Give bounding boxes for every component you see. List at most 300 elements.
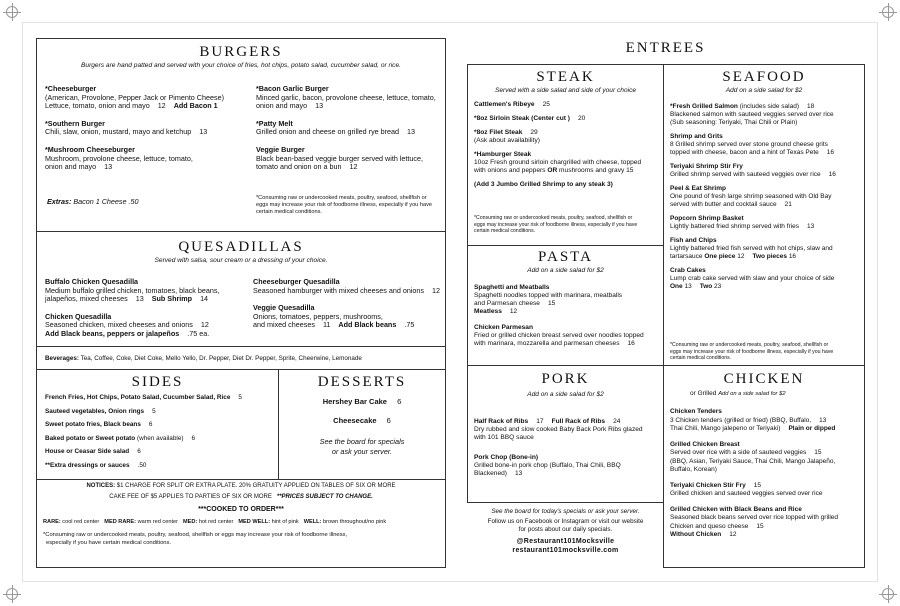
menu-item-description-line — [253, 321, 440, 330]
pork-section — [467, 365, 664, 503]
menu-item-description-line — [670, 253, 836, 261]
menu-item — [474, 129, 641, 145]
pork-subtitle: Add on a side salad for $2 — [527, 391, 604, 398]
menu-text: Blackened) — [474, 470, 507, 477]
menu-item-description-line — [474, 167, 641, 175]
menu-item — [670, 237, 836, 261]
menu-item-description-line — [670, 245, 836, 253]
quesadillas-title: QUESADILLAS — [178, 239, 304, 255]
menu-item-name-line — [474, 181, 641, 189]
menu-item — [256, 146, 436, 172]
footer-specials: See the board for today's specials or ask your server. — [491, 508, 640, 515]
menu-text: French Fries, Hot Chips, Potato Salad, Cucumber Salad, Rice — [45, 394, 231, 401]
warning-line: certain medical conditions. — [474, 228, 536, 234]
menu-text: 23 — [712, 283, 722, 290]
burgers-warning — [256, 195, 432, 216]
crop-mark-icon — [6, 588, 18, 600]
price: 13 — [819, 416, 827, 424]
desserts-section — [279, 369, 445, 479]
price: 13 — [515, 470, 523, 477]
menu-item — [670, 185, 836, 209]
extras-items: Bacon 1 Cheese .50 — [73, 197, 139, 206]
menu-text: *Southern Burger — [45, 118, 105, 128]
menu-item — [256, 85, 436, 111]
menu-item — [670, 408, 838, 434]
menu-text: Baked potato or Sweet potato — [45, 434, 136, 442]
menu-item — [474, 324, 644, 348]
menu-text: Grilled Chicken with Black Beans and Rice — [670, 505, 802, 513]
menu-item-name-line — [670, 441, 838, 450]
steak-items — [474, 101, 641, 195]
crop-mark-icon — [882, 588, 894, 600]
dessert-price: 6 — [397, 397, 402, 406]
menu-item-description-line — [474, 434, 643, 442]
desserts-note — [279, 437, 445, 456]
menu-text: Cheeseburger Quesadilla — [253, 277, 340, 286]
menu-text: topped with cheese, bacon and a hint of Texas Pete — [670, 149, 819, 156]
menu-item — [474, 418, 643, 442]
menu-item — [45, 435, 242, 444]
menu-text: Fried or grilled chicken breast served over noodles topped — [474, 332, 644, 339]
menu-item-description-line — [45, 295, 219, 304]
menu-item-description-line — [256, 102, 436, 111]
seafood-warning — [670, 342, 833, 362]
chicken-section — [663, 365, 865, 568]
prices-notice: **PRICES SUBJECT TO CHANGE. — [276, 493, 373, 500]
menu-item-name-line — [474, 418, 643, 426]
quesadillas-subtitle: Served with salsa, sour cream or a dressing of your choice. — [154, 257, 328, 264]
menu-item-description-line — [474, 300, 644, 308]
menu-text: Veggie Burger — [256, 144, 305, 154]
menu-text: 3 Chicken tenders (grilled or fried) (BBQ, Buffalo, — [670, 416, 812, 424]
menu-text: Without Chicken — [670, 531, 722, 538]
menu-item — [45, 85, 224, 111]
menu-text: *8oz Sirloin Steak (Center cut ) — [474, 115, 570, 122]
menu-text: *Patty Melt — [256, 118, 293, 128]
social-handle-link[interactable]: @Restaurant101Mocksville — [516, 538, 615, 545]
warning-line: especially if you have certain medical conditions. — [46, 539, 172, 546]
price: 13 — [315, 101, 324, 111]
price: 11 — [322, 320, 331, 330]
menu-text: Black bean-based veggie burger served with lettuce, — [256, 153, 424, 163]
menu-item — [670, 441, 838, 475]
menu-item-description-line — [45, 128, 224, 137]
menu-text: Lump crab cake served with slaw and your choice of side — [670, 275, 835, 282]
menu-item-description-line — [474, 159, 641, 167]
price: .75 ea. — [187, 328, 210, 338]
menu-text: *Fresh Grilled Salmon — [670, 103, 738, 110]
steak-subtitle: Served with a side salad and side of your choice — [494, 87, 637, 94]
menu-item-name-line — [45, 408, 242, 417]
menu-text: (Sub seasoning: Teriyaki, Thai Chili or Plain) — [670, 119, 798, 126]
menu-item-name-line — [45, 435, 242, 444]
doneness-text: cool red center — [62, 518, 100, 525]
price: 12 — [432, 285, 441, 295]
menu-text: Pork Chop (Bone-in) — [474, 454, 539, 461]
menu-text: (includes side salad) — [737, 103, 799, 110]
price: .50 — [137, 461, 147, 469]
menu-item — [45, 146, 224, 172]
menu-text: Buffalo Chicken Quesadilla — [45, 277, 139, 286]
menu-text: Half Rack of Ribs — [474, 418, 529, 425]
menu-item-name-line — [474, 151, 641, 159]
warning-line: eggs may increase your risk of foodborne illness, especially if you have — [256, 202, 432, 208]
dessert-price: 6 — [386, 416, 391, 425]
menu-item-description-line — [670, 111, 836, 119]
menu-item — [670, 215, 836, 231]
burgers-title: BURGERS — [199, 44, 283, 60]
menu-text: 10oz Fresh ground sirloin chargrilled with cheese, topped — [474, 159, 642, 166]
menu-text: One — [670, 283, 683, 290]
chicken-title: CHICKEN — [723, 371, 805, 387]
doneness-label: MED RARE: — [104, 518, 136, 525]
menu-text: One piece — [704, 253, 736, 260]
menu-text: Chicken Tenders — [670, 408, 722, 415]
menu-item-description-line — [256, 163, 436, 172]
price: 12 — [509, 308, 518, 315]
menu-text: (Ask about availability) — [474, 137, 540, 144]
menu-item-description-line — [474, 462, 643, 470]
menu-item-name-line — [474, 115, 641, 123]
menu-item — [45, 278, 219, 304]
sides-list — [45, 394, 242, 476]
menu-text: Medium buffalo grilled chicken, tomatoes, black beans, — [45, 285, 220, 295]
doneness-level — [104, 519, 178, 525]
menu-text: Lightly battered fried shrimp served with fries — [670, 223, 799, 230]
notices-label: NOTICES: — [86, 483, 116, 489]
price: 15 — [547, 300, 556, 307]
menu-text: Teriyaki Shrimp Stir Fry — [670, 163, 743, 170]
warning-line: *Consuming raw or undercooked meats, poultry, seafood, shellfish or — [670, 342, 829, 348]
menu-text: Onions, tomatoes, peppers, mushrooms, — [253, 311, 383, 321]
menu-text: 12 — [735, 253, 745, 260]
menu-item-description-line — [670, 425, 838, 434]
notice-text: $1 CHARGE FOR SPLIT OR EXTRA PLATE. 20% GRATUITY APPLIED ON TABLES OF SIX OR MORE — [116, 483, 396, 489]
menu-item-description-line — [670, 149, 836, 157]
menu-item-name-line — [670, 103, 836, 111]
menu-item — [670, 482, 838, 499]
menu-text: Buffalo, Korean) — [670, 466, 717, 473]
menu-text: onion and mayo — [45, 162, 97, 172]
steak-warning — [474, 215, 637, 235]
seafood-subtitle: Add on a side salad for $2 — [725, 87, 803, 94]
price: 12 — [349, 162, 358, 172]
steak-section — [467, 64, 664, 246]
menu-item-name-line — [670, 185, 836, 193]
price: Two — [699, 283, 713, 290]
menu-text: Chicken and queso cheese — [670, 522, 749, 530]
pork-title: PORK — [541, 371, 590, 387]
menu-text: OR — [547, 167, 558, 174]
menu-item-description-line — [474, 332, 644, 340]
price: 13 — [135, 294, 144, 304]
menu-item — [45, 448, 242, 457]
menu-item-name-line — [474, 454, 643, 462]
menu-text: Blackened salmon with sauteed veggies served over rice — [670, 111, 834, 118]
menu-text: Spaghetti noodles topped with marinara, meatballs — [474, 292, 623, 299]
menu-item-description-line — [670, 490, 838, 499]
menu-item-name-line — [474, 129, 641, 137]
menu-item-name-line — [670, 267, 836, 275]
footer-follow — [467, 518, 664, 534]
price: 24 — [613, 418, 621, 425]
menu-item-description-line — [474, 308, 644, 316]
menu-text: and mixed cheeses — [253, 320, 315, 330]
price: 12 — [157, 101, 166, 111]
menu-item-name-line — [45, 448, 242, 457]
quesadillas-left-column — [45, 278, 219, 348]
price: 25 — [542, 101, 550, 108]
desserts-title: DESSERTS — [317, 374, 407, 390]
menu-item-description-line — [670, 171, 836, 179]
menu-text: Grilled chicken and sauteed veggies served over rice — [670, 490, 823, 497]
menu-item-name-line — [670, 237, 836, 245]
price: 15 — [756, 522, 764, 530]
notice-line — [37, 483, 445, 491]
menu-text: Seasoned hamburger with mixed cheeses and onions — [253, 285, 425, 295]
menu-item-description-line — [45, 102, 224, 111]
menu-text: Minced garlic, bacon, provolone cheese, lettuce, tomato, — [256, 92, 436, 102]
left-menu-page — [36, 38, 446, 568]
menu-text: Peel & Eat Shrimp — [670, 185, 726, 192]
warning-line: *Consuming raw or undercooked meats, poultry, seafood, shellfish or eggs may increase your risk of foodborne illness, — [43, 532, 348, 538]
menu-item-description-line — [670, 141, 836, 149]
note-line: See the board for specials — [319, 437, 405, 446]
dessert-item — [279, 397, 445, 406]
doneness-label: WELL: — [303, 518, 322, 525]
subtitle-text: Add on a side salad for $2 — [718, 391, 786, 397]
menu-text: Grilled shrimp served with sauteed veggies over rice — [670, 171, 821, 178]
price: 13 — [407, 127, 416, 137]
sides-section — [37, 369, 279, 479]
pasta-items — [474, 284, 644, 356]
price: 17 — [536, 418, 544, 425]
doneness-label: MED: — [182, 518, 198, 525]
pasta-title: PASTA — [538, 249, 593, 265]
menu-text: tomato and onion on a bun — [256, 162, 342, 172]
extras-label: Extras: — [47, 197, 72, 206]
menu-text: Seasoned black beans served over rice topped with grilled — [670, 514, 839, 521]
menu-text: Lettuce, tomato, onion and mayo — [45, 101, 150, 111]
menu-item-name-line — [45, 394, 242, 403]
sides-title: SIDES — [131, 374, 184, 390]
menu-text: Mushroom, provolone cheese, lettuce, tomato, — [45, 153, 193, 163]
menu-item — [45, 120, 224, 137]
menu-item-name-line — [670, 482, 838, 491]
doneness-text: warm red center — [137, 518, 178, 525]
dessert-name: Cheesecake — [333, 416, 377, 425]
cooked-to-order: ***COOKED TO ORDER*** — [198, 506, 284, 513]
menu-item-name-line — [45, 421, 242, 430]
price: 13 — [806, 223, 815, 230]
menu-text: Teriyaki Chicken Stir Fry — [670, 481, 746, 489]
seafood-section — [663, 64, 865, 366]
menu-item-name-line — [670, 215, 836, 223]
price: 16 — [828, 171, 836, 178]
price: 13 — [104, 162, 113, 172]
menu-item — [474, 115, 641, 123]
steak-title: STEAK — [536, 69, 595, 85]
menu-item-name-line — [670, 408, 838, 417]
menu-text: Seasoned chicken, mixed cheeses and onions — [45, 320, 193, 330]
menu-item-description-line — [474, 137, 641, 145]
doneness-level — [43, 519, 99, 525]
menu-text: House or Ceasar Side salad — [45, 448, 130, 456]
menu-item-description-line — [45, 330, 219, 339]
menu-item-name-line — [45, 462, 242, 471]
menu-text: Crab Cakes — [670, 267, 706, 274]
dessert-item — [279, 416, 445, 425]
menu-item-description-line — [474, 292, 644, 300]
menu-text: Meatless — [474, 308, 502, 315]
price: 14 — [200, 294, 209, 304]
menu-text: Spaghetti and Meatballs — [474, 284, 550, 291]
notice-line — [37, 494, 445, 502]
menu-text: Dry rubbed and slow cooked Baby Back Pork Ribs glazed — [474, 426, 643, 433]
menu-item — [45, 394, 242, 403]
follow-line: Follow us on Facebook or Instagram or visit our website — [487, 518, 644, 525]
menu-item-description-line — [670, 223, 836, 231]
price: 6 — [137, 448, 141, 456]
menu-text: Popcorn Shrimp Basket — [670, 215, 744, 222]
menu-item-description-line — [670, 458, 838, 467]
beverages-row — [37, 346, 445, 369]
notices-section — [37, 479, 445, 568]
warning-line: eggs may increase your risk of foodborne illness, especially if you have — [670, 348, 834, 355]
menu-text: Lightly battered fried fish served with hot chips, slaw and — [670, 245, 833, 252]
menu-text: Add Black beans, peppers or jalapeños — [45, 328, 180, 338]
pork-items — [474, 418, 643, 490]
menu-text: *Hamburger Steak — [474, 151, 532, 158]
menu-text: jalapeños, mixed cheeses — [45, 294, 128, 304]
doneness-text: hot red center — [198, 518, 234, 525]
menu-item — [45, 421, 242, 430]
price: Add Black beans — [338, 320, 397, 330]
quesadillas-section — [37, 231, 445, 346]
price: 29 — [530, 129, 538, 136]
menu-item — [474, 454, 643, 478]
seafood-title: SEAFOOD — [722, 69, 806, 85]
price: Two pieces — [752, 253, 788, 260]
crop-mark-icon — [882, 6, 894, 18]
doneness-label: RARE: — [43, 518, 61, 525]
pasta-section — [467, 245, 664, 366]
warning-line: *Consuming raw or undercooked meats, poultry, seafood, shellfish or — [256, 195, 427, 201]
price: 12 — [200, 320, 209, 330]
menu-text: *8oz Filet Steak — [474, 129, 523, 136]
price: Plain or dipped — [788, 425, 836, 432]
price: 18 — [806, 103, 815, 110]
menu-text: (Add 3 Jumbo Grilled Shrimp to any steak 3) — [474, 181, 613, 188]
menu-item — [253, 278, 440, 295]
price: 13 — [199, 127, 208, 137]
doneness-level — [183, 519, 233, 525]
menu-text: Grilled Chicken Breast — [670, 440, 740, 448]
menu-item — [474, 151, 641, 175]
menu-item-name-line — [474, 101, 641, 109]
follow-line: for posts about our daily specials. — [518, 526, 613, 533]
menu-item-description-line — [474, 340, 644, 348]
pasta-subtitle: Add on a side salad for $2 — [527, 267, 604, 274]
dessert-name: Hershey Bar Cake — [322, 397, 387, 406]
notice-text: CAKE FEE OF $5 APPLIES TO PARTIES OF SIX OR MORE — [109, 493, 272, 500]
menu-item — [45, 408, 242, 417]
menu-item-name-line — [670, 163, 836, 171]
menu-text: with marinara, mozzarella and parmesan cheeses — [474, 340, 620, 347]
price: Sub Shrimp — [151, 294, 193, 304]
menu-item-description-line — [670, 283, 836, 291]
menu-item-description-line — [474, 426, 643, 434]
menu-item — [45, 313, 219, 339]
beverages-label: Beverages: — [45, 355, 79, 362]
doneness-guide — [43, 519, 445, 527]
burgers-right-column — [256, 85, 436, 181]
entrees-title: ENTREES — [625, 40, 706, 56]
menu-text: *Cheeseburger — [45, 84, 97, 93]
menu-item — [256, 120, 436, 137]
menu-text: 13 — [682, 283, 692, 290]
price: 21 — [784, 201, 792, 208]
website-link[interactable]: restaurant101mocksville.com — [512, 547, 619, 554]
menu-text: Chicken Quesadilla — [45, 311, 112, 321]
price: 20 — [578, 115, 586, 122]
menu-item-description-line — [670, 193, 836, 201]
menu-item-name-line — [474, 284, 644, 292]
menu-item-description-line — [253, 287, 440, 296]
doneness-text: hint of pink — [271, 518, 299, 525]
menu-text: Shrimp and Grits — [670, 133, 723, 140]
menu-item-description-line — [670, 514, 838, 523]
price: Add Bacon 1 — [173, 101, 218, 111]
warning-line: certain medical conditions. — [670, 355, 732, 361]
menu-text: Cattlemen's Ribeye — [474, 101, 535, 108]
menu-item-name-line — [670, 133, 836, 141]
menu-text: One pound of fresh large shrimp seasoned with Old Bay — [670, 193, 832, 200]
menu-text: with 101 BBQ sauce — [474, 434, 534, 441]
warning-line: *Consuming raw or undercooked meats, poultry, seafood, shellfish or — [474, 215, 633, 221]
doneness-level — [304, 519, 386, 525]
menu-item-description-line — [670, 466, 838, 475]
menu-item — [670, 163, 836, 179]
menu-item-description-line — [474, 470, 643, 478]
menu-item-name-line — [670, 506, 838, 515]
menu-text: *Mushroom Cheeseburger — [45, 144, 135, 154]
menu-text: Chili, slaw, onion, mustard, mayo and ketchup — [45, 127, 192, 137]
burgers-section — [37, 43, 445, 215]
price: 16 — [627, 340, 635, 347]
warning-line: certain medical conditions. — [256, 209, 322, 215]
menu-text: Chicken Parmesan — [474, 324, 534, 331]
menu-text: Sauteed vegetables, Onion rings — [45, 407, 145, 415]
menu-text: Grilled onion and cheese on grilled rye bread — [256, 127, 400, 137]
menu-text: Served over rice with a side of sauteed veggies — [670, 449, 807, 456]
menu-text: (BBQ, Asian, Teriyaki Sauce, Thai Chili, Mango Jalapeño, — [670, 457, 836, 465]
warning-line: eggs may increase your risk of foodborne illness, especially if you have — [474, 221, 638, 228]
menu-text: with onions and peppers — [474, 167, 548, 174]
menu-text: Veggie Quesadilla — [253, 303, 315, 313]
menu-text: Grilled bone-in pork chop (Buffalo, Thai Chili, BBQ — [474, 462, 621, 469]
beverages-list: Tea, Coffee, Coke, Diet Coke, Mello Yello, Dr. Pepper, Diet Dr. Pepper, Sprite, Cheerwine, Lemonade — [80, 355, 362, 362]
menu-text: mushrooms and gravy 15 — [557, 167, 634, 174]
menu-item — [253, 304, 440, 330]
quesadillas-right-column — [253, 278, 440, 339]
menu-item-description-line — [256, 128, 436, 137]
menu-text: tartarsauce — [670, 253, 705, 260]
burgers-subtitle: Burgers are hand patted and served with your choice of fries, hot chips, potato salad, cucumber salad, or rice. — [81, 62, 401, 69]
menu-item — [474, 181, 641, 189]
note-line: or ask your server. — [331, 446, 393, 456]
menu-text: Fish and Chips — [670, 237, 717, 244]
